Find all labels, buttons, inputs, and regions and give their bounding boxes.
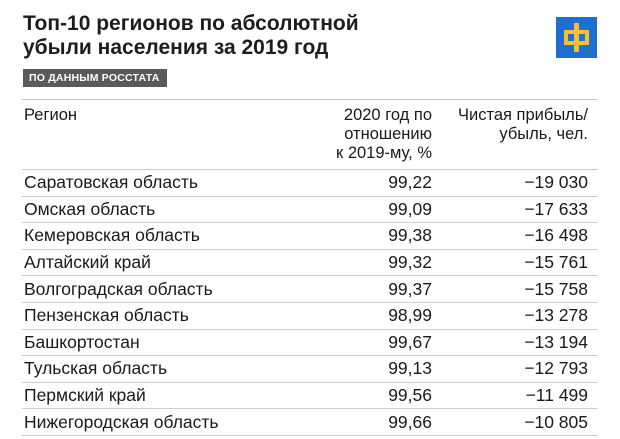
column-header-line: к 2019-му, %	[336, 144, 432, 162]
title-line-2: убыли населения за 2019 год	[23, 36, 329, 59]
cell-change: −10 805	[454, 409, 598, 436]
cell-ratio: 99,13	[256, 356, 454, 383]
data-table	[22, 99, 598, 436]
table-row	[22, 170, 598, 197]
cell-change: −16 498	[454, 223, 598, 250]
cell-ratio: 99,38	[256, 223, 454, 250]
cell-region: Пермский край	[22, 382, 256, 409]
cell-ratio: 99,56	[256, 382, 454, 409]
column-header-line: Чистая прибыль/	[458, 106, 588, 124]
table-row	[22, 356, 598, 383]
cell-change: −11 499	[454, 382, 598, 409]
column-header-line: убыль, чел.	[499, 125, 588, 143]
cell-ratio: 98,99	[256, 302, 454, 329]
table-row	[22, 409, 598, 436]
cell-region: Алтайский край	[22, 249, 256, 276]
column-header-region	[22, 100, 256, 170]
cell-ratio: 99,09	[256, 196, 454, 223]
cell-change: −15 758	[454, 276, 598, 303]
column-header-line: 2020 год по отношению	[343, 106, 432, 143]
cell-region: Кемеровская область	[22, 223, 256, 250]
cell-ratio: 99,32	[256, 249, 454, 276]
cell-change: −13 278	[454, 302, 598, 329]
cell-change: −12 793	[454, 356, 598, 383]
column-header-ratio	[256, 100, 454, 170]
cell-ratio: 99,66	[256, 409, 454, 436]
cell-change: −13 194	[454, 329, 598, 356]
cell-change: −19 030	[454, 170, 598, 197]
cell-region: Саратовская область	[22, 170, 256, 197]
cell-region: Пензенская область	[22, 302, 256, 329]
source-badge: ПО ДАННЫМ РОССТАТА	[23, 69, 167, 87]
cell-change: −17 633	[454, 196, 598, 223]
table-row	[22, 223, 598, 250]
cell-change: −15 761	[454, 249, 598, 276]
cell-ratio: 99,22	[256, 170, 454, 197]
cell-region: Омская область	[22, 196, 256, 223]
cell-region: Башкортостан	[22, 329, 256, 356]
chart-title	[23, 12, 493, 60]
table-row	[22, 329, 598, 356]
table-row	[22, 196, 598, 223]
column-header-change	[454, 100, 598, 170]
column-header-line: Регион	[24, 106, 77, 124]
cell-ratio: 99,67	[256, 329, 454, 356]
cell-region: Нижегородская область	[22, 409, 256, 436]
cross-emblem-icon	[556, 17, 597, 58]
cell-ratio: 99,37	[256, 276, 454, 303]
table-row	[22, 382, 598, 409]
table-row	[22, 302, 598, 329]
title-line-1: Топ-10 регионов по абсолютной	[23, 12, 359, 35]
table-row	[22, 276, 598, 303]
table-row	[22, 249, 598, 276]
cell-region: Тульская область	[22, 356, 256, 383]
cell-region: Волгоградская область	[22, 276, 256, 303]
table-header-row	[22, 100, 598, 170]
